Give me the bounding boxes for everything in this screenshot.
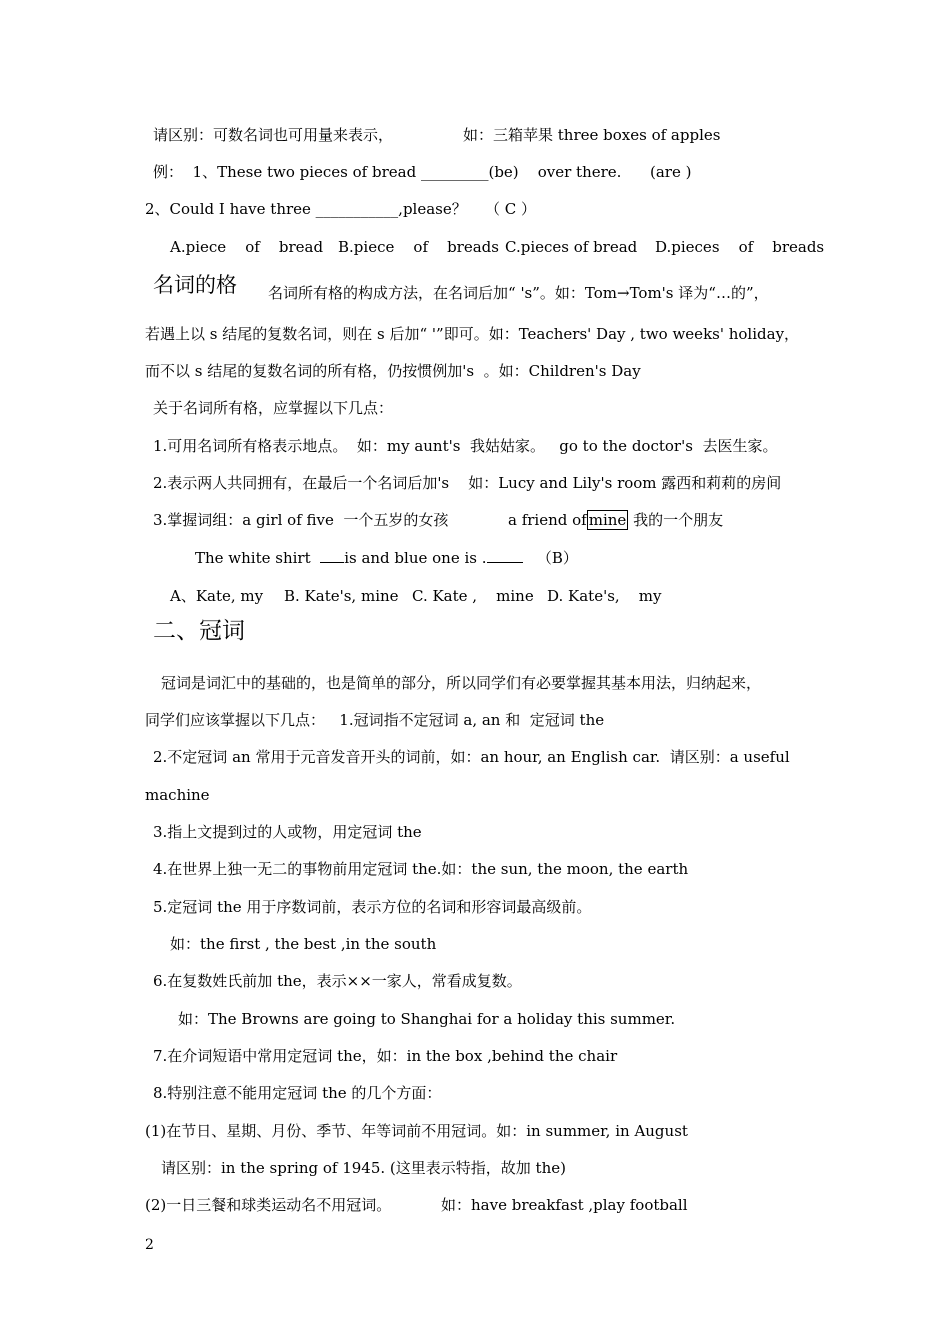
line-measure-example: 如：三箱苹果 three boxes of apples — [463, 126, 721, 144]
line-article-8-1-note: 请区别：in the spring of 1945. (这里表示特指，故加 the) — [161, 1159, 566, 1177]
line-question-2: 2、Could I have three ___________,please？ — [145, 200, 467, 218]
line-article-6-example: 如：The Browns are going to Shanghai for a holiday this summer. — [178, 1010, 676, 1028]
choice-b: B. Kate's, mine — [284, 587, 399, 605]
page-number: 2 — [145, 1237, 154, 1253]
line-article-5-example: 如：the first , the best ,in the south — [170, 935, 437, 953]
line-possessive-rule: 名词所有格的构成方法，在名词后加“ 's”。如：Tom→Tom's 译为“…的”， — [268, 284, 769, 302]
option-c: C.pieces of bread — [505, 238, 638, 256]
line-possessive-points: 关于名词所有格，应掌握以下几点： — [153, 399, 394, 417]
line-article-5: 5.定冠词 the 用于序数词前，表示方位的名词和形容词最高级前。 — [153, 898, 592, 916]
shirt-text-1: The white shirt — [195, 549, 311, 567]
option-b: B.piece of breads — [338, 238, 499, 256]
line-article-2-cont: machine — [145, 786, 210, 804]
option-d: D.pieces of breads — [655, 238, 825, 256]
line-article-8: 8.特别注意不能用定冠词 the 的几个方面： — [153, 1084, 442, 1102]
option-a: A.piece of bread — [170, 238, 324, 256]
line-article-3: 3.指上文提到过的人或物，用定冠词 the — [153, 823, 422, 841]
line-article-7: 7.在介词短语中常用定冠词 the，如：in the box ,behind the chair — [153, 1047, 618, 1065]
line-point-3: 3.掌握词组：a girl of five 一个五岁的女孩 — [153, 511, 449, 529]
heading-possessive: 名词的格 — [153, 273, 237, 297]
answer-2: （ C ） — [485, 200, 537, 218]
line-point-3-friend — [508, 510, 723, 530]
line-plural-s: 若遇上以 s 结尾的复数名词，则在 s 后加“ '”即可。如：Teachers' Day , two weeks' holiday， — [145, 325, 800, 343]
friend-translation: 我的一个朋友 — [633, 511, 724, 529]
answer-shirt: （B） — [536, 549, 578, 567]
line-article-intro: 冠词是词汇中的基础的，也是简单的部分，所以同学们有必要掌握其基本用法，归纳起来， — [161, 674, 762, 692]
heading-articles: 二、冠词 — [153, 618, 245, 644]
line-article-8-2-example: 如：have breakfast ,play football — [441, 1196, 688, 1214]
blank-1 — [320, 548, 344, 563]
answer-1: (are ) — [650, 163, 692, 181]
choice-d: D. Kate's, my — [547, 587, 662, 605]
line-article-4: 4.在世界上独一无二的事物前用定冠词 the.如：the sun, the moon, the earth — [153, 860, 689, 878]
line-point-1: 1.可用名词所有格表示地点。 如：my aunt's 我姑姑家。 go to the doctor's 去医生家。 — [153, 437, 778, 455]
line-point-2: 2.表示两人共同拥有，在最后一个名词后加's 如：Lucy and Lily's room 露西和莉莉的房间 — [153, 474, 782, 492]
line-measure-words: 请区别：可数名词也可用量来表示， — [153, 126, 394, 144]
line-article-2: 2.不定冠词 an 常用于元音发音开头的词前，如：an hour, an English car. 请区别：a useful — [153, 748, 790, 766]
line-article-6: 6.在复数姓氏前加 the，表示××一家人，常看成复数。 — [153, 972, 522, 990]
line-plural-irregular: 而不以 s 结尾的复数名词的所有格，仍按惯例加's 。如：Children's Day — [145, 362, 641, 380]
line-article-8-1: (1)在节日、星期、月份、季节、年等词前不用冠词。如：in summer, in August — [145, 1122, 688, 1140]
blank-2 — [487, 548, 523, 563]
shirt-text-2: is and blue one is . — [344, 549, 487, 567]
line-question-shirt — [195, 548, 578, 568]
line-article-1: 同学们应该掌握以下几点： 1.冠词指不定冠词 a, an 和 定冠词 the — [145, 711, 605, 729]
choice-c: C. Kate , mine — [412, 587, 534, 605]
choice-a: A、Kate, my — [170, 587, 264, 605]
mine-boxed: mine — [588, 511, 627, 529]
line-example-1: 例： 1、These two pieces of bread _________(be) over there. — [153, 163, 622, 181]
line-article-8-2: (2)一日三餐和球类运动名不用冠词。 — [145, 1196, 392, 1214]
friend-of-text: a friend of — [508, 511, 587, 529]
